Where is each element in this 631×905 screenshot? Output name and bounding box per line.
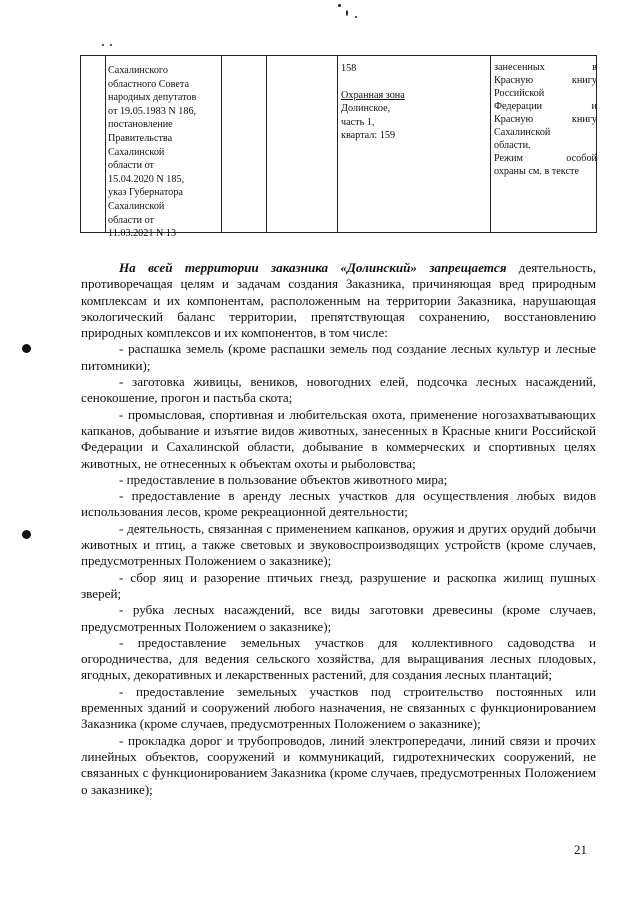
protected-objects-cell: занесенных в Красную книгу Российской Федерации и Красную книгу Сахалинской области. Режим особой охраны см. в тексте xyxy=(494,62,597,177)
prohibition-item: - заготовка живицы, веников, новогодних елей, подсочка лесных насаждений, сенокошение, прогон и пастьба скота; xyxy=(81,374,596,406)
prohibition-item: - промысловая, спортивная и любительская охота, применение ногозахватывающих капканов, добывание и изъятие видов животных, занесенных в Красные книги Российской Федерации и Сахалинской области, добывание в коммерческих и спортивных целях животных, не отнесенных к объектам охоты и рыболовства; xyxy=(81,406,596,471)
prohibition-item: - прокладка дорог и трубопроводов, линий электропередачи, линий связи и прочих линейных объектов, сооружений и коммуникаций, гидротехнических сооружений, не связанных с функционированием Заказника (кроме случаев, предусмотренных Положением о заказнике); xyxy=(81,732,596,797)
prohibition-item: - сбор яиц и разорение птичьих гнезд, разрушение и раскопка жилищ пушных зверей; xyxy=(81,569,596,601)
prohibitions-section xyxy=(81,260,596,798)
prohibition-item: - предоставление в пользование объектов животного мира; xyxy=(119,471,448,487)
prohibition-item: - предоставление земельных участков под строительство постоянных или временных зданий и сооружений любого назначения, не связанных с функционированием Заказника (кроме случаев, предусмотренных Положением о заказнике); xyxy=(81,683,596,732)
prohibition-item: - предоставление в аренду лесных участков для осуществления любых видов использования лесов, кроме рекреационной деятельности; xyxy=(81,488,596,520)
table-column-divider xyxy=(266,56,267,232)
prohibition-item: - распашка земель (кроме распашки земель под создание лесных культур и лесные питомники); xyxy=(81,341,596,373)
scan-speck xyxy=(102,44,104,46)
table-column-divider xyxy=(490,56,491,232)
zone-type: Охранная зона xyxy=(341,89,405,101)
scan-speck xyxy=(338,4,341,7)
prohibition-item: - деятельность, связанная с применением капканов, оружия и других орудий добычи животных и птиц, а также световых и звуковоспроизводящих устройств (кроме случаев, предусмотренных Положением о заказнике); xyxy=(81,520,596,569)
intro-paragraph: На всей территории заказника «Долинский» запрещается деятельность, противоречащая целям и задачам создания Заказника, причиняющая вред природным комплексам и их компонентам, расположенным на территории Заказника, нарушающая экологический баланс территории, препятствующая сохранению, восстановлению природных комплексов и их компонентов, в том числе: xyxy=(81,260,596,341)
prohibition-item: - рубка лесных насаждений, все виды заготовки древесины (кроме случаев, предусмотренных Положением о заказнике); xyxy=(81,602,596,634)
lead-phrase: На всей территории заказника «Долинский» запрещается xyxy=(119,260,507,275)
legal-basis-cell: Сахалинского областного Совета народных депутатов от 19.05.1983 N 186, постановление Правительства Сахалинской области от 15.04.2020 N 185, указ Губернатора Сахалинской области от 11.03.2021 N 13 xyxy=(108,65,197,240)
scan-speck xyxy=(346,10,348,16)
page-number: 21 xyxy=(574,842,587,857)
scan-speck xyxy=(110,44,112,46)
protected-zones-table xyxy=(80,55,597,240)
area-number: 158 xyxy=(341,63,357,74)
table-column-divider xyxy=(105,56,106,232)
zone-location-cell: 158 Охранная зона Долинское, часть 1, квартал: 159 xyxy=(341,62,419,143)
scan-speck xyxy=(355,16,357,18)
table-column-divider xyxy=(337,56,338,232)
punch-hole xyxy=(22,530,31,539)
prohibition-item: - предоставление земельных участков для коллективного садоводства и огородничества, для ведения сельского хозяйства, для выращивания лесных плодовых, ягодных, декоративных и лекарственных растений, для создания лесных плантаций; xyxy=(81,634,596,683)
table-column-divider xyxy=(221,56,222,232)
punch-hole xyxy=(22,344,31,353)
